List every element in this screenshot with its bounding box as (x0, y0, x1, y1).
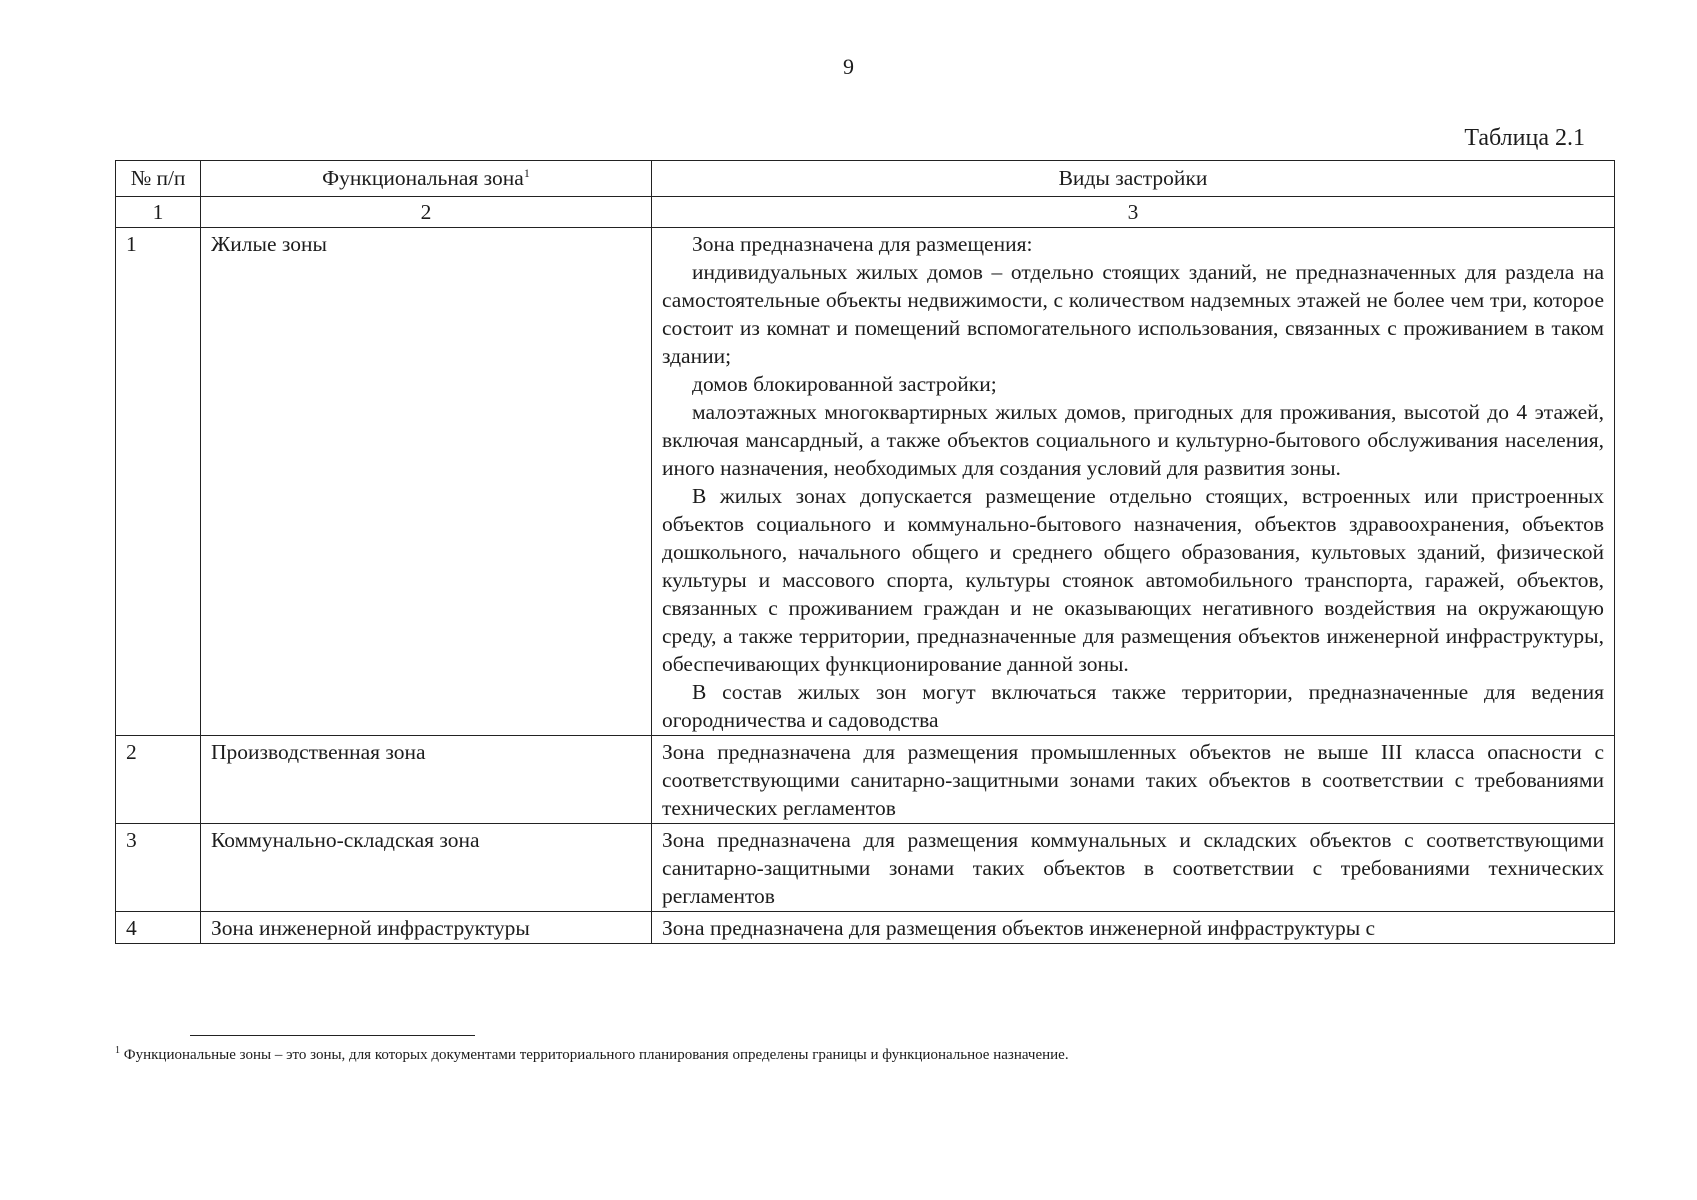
description-paragraph: малоэтажных многоквартирных жилых домов, пригодных для проживания, высотой до 4 этажей, включая мансардный, а также объектов социального и культурно-бытового обслуживания населения, иного назначения, необходимых для создания условий для развития зоны. (662, 400, 1604, 480)
page-number: 9 (843, 54, 854, 79)
row-number: 3 (116, 824, 201, 912)
description-paragraph: Зона предназначена для размещения коммунальных и складских объектов с соответствующими санитарно-защитными зонами таких объектов в соответствии с требованиями технических регламентов (662, 828, 1604, 908)
zone-description (652, 912, 1615, 944)
zone-name: Коммунально-складская зона (201, 824, 652, 912)
description-paragraph: домов блокированной застройки; (692, 372, 997, 396)
header-row (116, 161, 1615, 197)
header-zone (201, 161, 652, 197)
zones-table (115, 160, 1615, 944)
header-footnote-mark: 1 (523, 165, 530, 180)
zone-description (652, 824, 1615, 912)
column-number-row (116, 197, 1615, 228)
header-types: Виды застройки (652, 161, 1615, 197)
description-paragraph: индивидуальных жилых домов – отдельно стоящих зданий, не предназначенных для раздела на самостоятельные объекты недвижимости, с количеством надземных этажей не более чем три, которое состоит из комнат и помещений вспомогательного использования, связанных с проживанием в таком здании; (662, 260, 1604, 368)
footnote-text: Функциональные зоны – это зоны, для которых документами территориального планирования определены границы и функциональное назначение. (123, 1047, 1069, 1063)
zone-name: Зона инженерной инфраструктуры (201, 912, 652, 944)
table-row (116, 824, 1615, 912)
row-number: 2 (116, 736, 201, 824)
zone-description (652, 228, 1615, 736)
description-paragraph: Зона предназначена для размещения: (692, 232, 1033, 256)
zone-description (652, 736, 1615, 824)
table-label: Таблица 2.1 (1464, 125, 1585, 151)
zone-name: Жилые зоны (201, 228, 652, 736)
header-zone-label: Функциональная зона (322, 166, 524, 190)
row-number: 1 (116, 228, 201, 736)
column-number: 3 (652, 197, 1615, 228)
description-paragraph: В жилых зонах допускается размещение отдельно стоящих, встроенных или пристроенных объектов социального и коммунально-бытового назначения, объектов здравоохранения, объектов дошкольного, начального общего и среднего общего образования, культовых зданий, физической культуры и массового спорта, культуры стоянок автомобильного транспорта, гаражей, объектов, связанных с проживанием граждан и не оказывающих негативного воздействия на окружающую среду, а также территории, предназначенные для размещения объектов инженерной инфраструктуры, обеспечивающих функционирование данной зоны. (662, 484, 1604, 676)
footnote (115, 1047, 1069, 1064)
table-row (116, 228, 1615, 736)
zone-name: Производственная зона (201, 736, 652, 824)
row-number: 4 (116, 912, 201, 944)
description-paragraph: В состав жилых зон могут включаться также территории, предназначенные для ведения огородничества и садоводства (662, 680, 1604, 732)
table-row (116, 736, 1615, 824)
header-num: № п/п (116, 161, 201, 197)
footnote-separator (190, 1035, 475, 1036)
description-paragraph: Зона предназначена для размещения объектов инженерной инфраструктуры с (662, 916, 1376, 940)
column-number: 1 (116, 197, 201, 228)
column-number: 2 (201, 197, 652, 228)
description-paragraph: Зона предназначена для размещения промышленных объектов не выше III класса опасности с соответствующими санитарно-защитными зонами таких объектов в соответствии с требованиями технических регламентов (662, 740, 1604, 820)
footnote-mark: 1 (115, 1045, 120, 1056)
table-row (116, 912, 1615, 944)
